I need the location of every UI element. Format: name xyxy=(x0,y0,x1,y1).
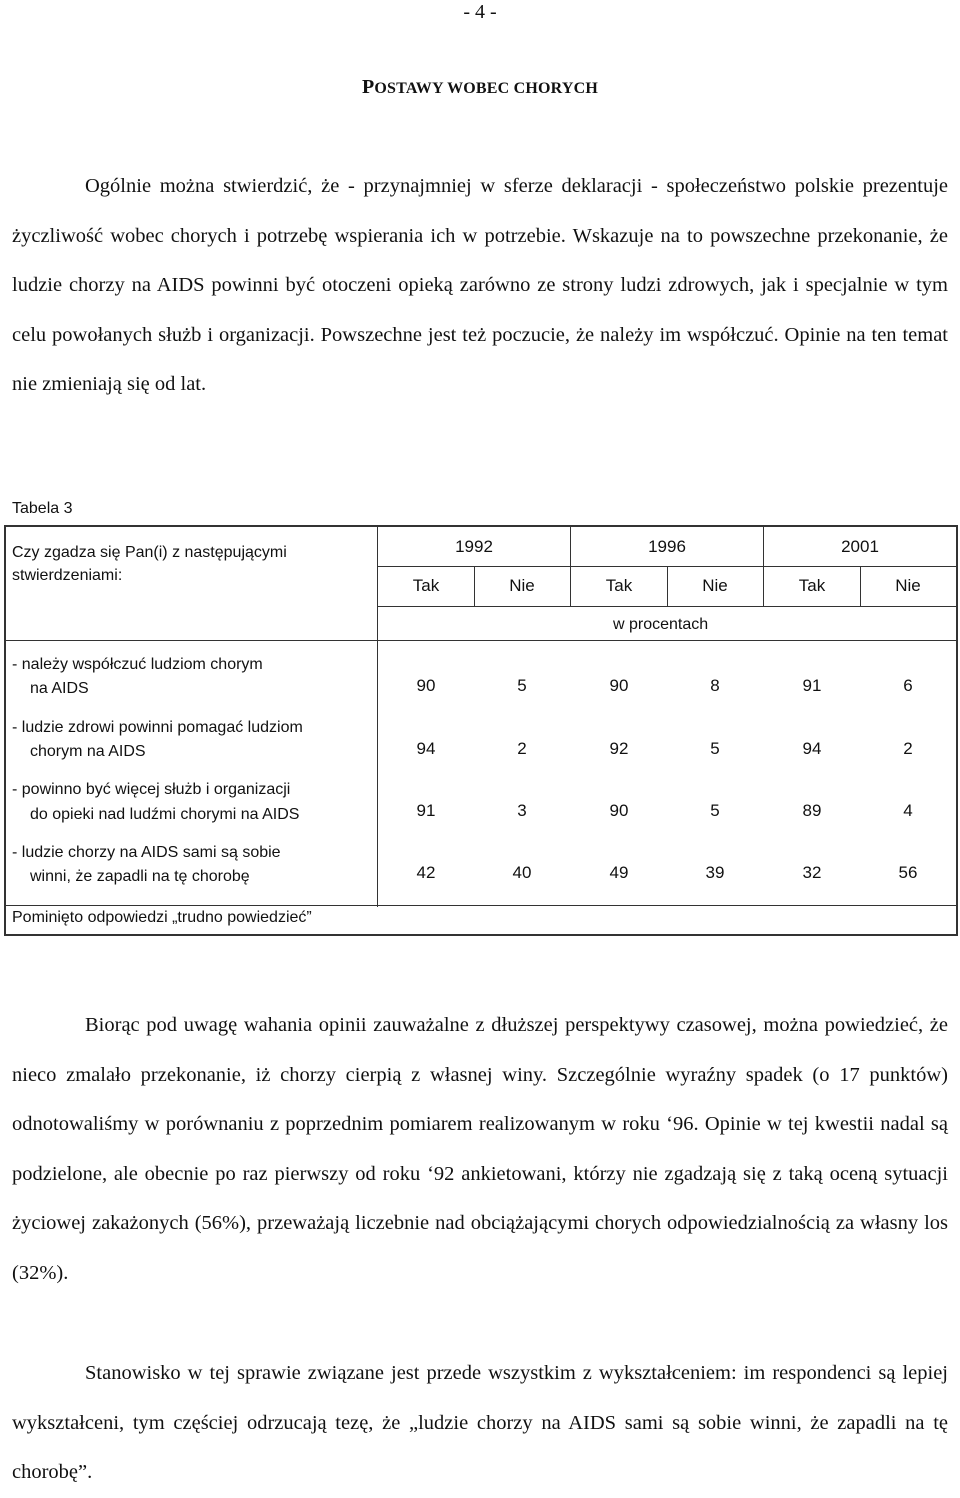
cell-value: 40 xyxy=(512,863,532,882)
row-label: na AIDS xyxy=(30,680,89,697)
table-divider xyxy=(6,905,956,906)
table-caption: Tabela 3 xyxy=(12,500,73,517)
row-label: - należy współczuć ludziom chorym xyxy=(12,656,263,673)
heading-initial: P xyxy=(361,76,375,98)
cell-value: 94 xyxy=(802,739,822,758)
col-header: Nie xyxy=(509,576,535,595)
col-header: Nie xyxy=(895,576,921,595)
row-label: winni, że zapadli na tę chorobę xyxy=(30,868,250,885)
cell-value: 89 xyxy=(802,801,822,820)
table-divider xyxy=(377,527,378,907)
cell-value: 91 xyxy=(416,801,436,820)
table-divider xyxy=(860,566,861,606)
cell-value: 5 xyxy=(517,676,527,695)
cell-value: 39 xyxy=(705,863,725,882)
cell-value: 8 xyxy=(710,676,720,695)
col-header: Tak xyxy=(412,576,440,595)
cell-value: 6 xyxy=(903,676,913,695)
col-header: Tak xyxy=(798,576,826,595)
question-line-1: Czy zgadza się Pan(i) z następującymi xyxy=(12,544,287,561)
cell-value: 5 xyxy=(710,739,720,758)
cell-value: 90 xyxy=(416,676,436,695)
cell-value: 91 xyxy=(802,676,822,695)
col-header: Nie xyxy=(702,576,728,595)
cell-value: 90 xyxy=(609,801,629,820)
table-divider xyxy=(570,527,571,606)
row-label: - ludzie chorzy na AIDS sami są sobie xyxy=(12,844,281,861)
cell-value: 32 xyxy=(802,863,822,882)
cell-value: 4 xyxy=(903,801,913,820)
table-divider xyxy=(6,640,956,641)
section-heading xyxy=(0,76,960,99)
intro-paragraph: Ogólnie można stwierdzić, że - przynajmniej w sferze deklaracji - społeczeństwo polskie prezentuje życzliwość wobec chorych i potrzebę wspierania ich w potrzebie. Wskazuje na to powszechne przekonanie, że ludzie chorzy na AIDS powinni być otoczeni opieką zarówno ze strony ludzi zdrowych, jak i specjalnie w tym celu powołanych służb i organizacji. Powszechne jest też poczucie, że należy im współczuć. Opinie na ten temat nie zmieniają się od lat. xyxy=(12,175,948,395)
cell-value: 94 xyxy=(416,739,436,758)
analysis-paragraph: Biorąc pod uwagę wahania opinii zauważalne z dłuższej perspektywy czasowej, można powiedzieć, że nieco zmalało przekonanie, iż chorzy cierpią z własnej winy. Szczególnie wyraźny spadek (o 17 punktów) odnotowaliśmy w porównaniu z poprzednim pomiarem realizowanym w roku ‘96. Opinie w tej kwestii nadal są podzielone, ale obecnie po raz pierwszy od roku ‘92 ankietowani, którzy nie zgadzają się z taką oceną sytuacji życiowej zakażonych (56%), przeważają liczebnie nad obciążającymi chorych odpowiedzialnością za własny los (32%). xyxy=(12,1014,948,1284)
row-label: chorym na AIDS xyxy=(30,743,146,760)
row-label: do opieki nad ludźmi chorymi na AIDS xyxy=(30,806,300,823)
page-number: - 4 - xyxy=(463,1,497,23)
heading-rest: OSTAWY WOBEC CHORYCH xyxy=(374,80,599,97)
cell-value: 49 xyxy=(609,863,629,882)
table-divider xyxy=(377,606,956,607)
row-label: - ludzie zdrowi powinni pomagać ludziom xyxy=(12,719,303,736)
question-line-2: stwierdzeniami: xyxy=(12,567,123,584)
cell-value: 3 xyxy=(517,801,527,820)
year-2001: 2001 xyxy=(841,537,879,556)
table-divider xyxy=(667,566,668,606)
cell-value: 92 xyxy=(609,739,629,758)
opinion-table xyxy=(4,525,958,936)
cell-value: 2 xyxy=(517,739,527,758)
table-divider xyxy=(474,566,475,606)
cell-value: 56 xyxy=(898,863,918,882)
cell-value: 42 xyxy=(416,863,436,882)
unit-label: w procentach xyxy=(613,616,709,633)
conclusion-paragraph: Stanowisko w tej sprawie związane jest przede wszystkim z wykształceniem: im respondenci są lepiej wykształceni, tym częściej odrzucają tezę, że „ludzie chorzy na AIDS sami są sobie winni, że zapadli na tę chorobę”. xyxy=(12,1362,948,1483)
row-label: - powinno być więcej służb i organizacji xyxy=(12,781,291,798)
col-header: Tak xyxy=(605,576,633,595)
year-1992: 1992 xyxy=(455,537,493,556)
table-divider xyxy=(763,527,764,606)
table-footnote: Pominięto odpowiedzi „trudno powiedzieć” xyxy=(12,909,312,926)
cell-value: 5 xyxy=(710,801,720,820)
cell-value: 2 xyxy=(903,739,913,758)
cell-value: 90 xyxy=(609,676,629,695)
year-1996: 1996 xyxy=(648,537,686,556)
